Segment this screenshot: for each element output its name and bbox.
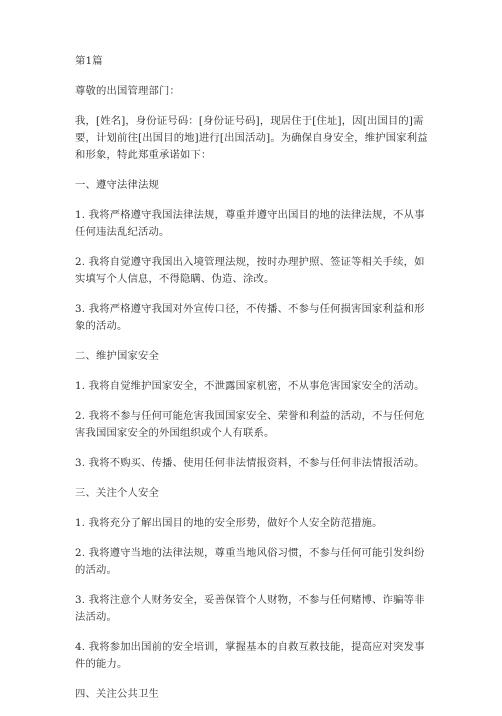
section-item: 4. 我将参加出国前的安全培训，掌握基本的自救互救技能，提高应对突发事件的能力。	[75, 641, 425, 670]
section-heading: 三、关注个人安全	[75, 487, 159, 499]
section-heading: 二、维护国家安全	[75, 350, 159, 362]
section-item: 1. 我将自觉维护国家安全，不泄露国家机密，不从事危害国家安全的活动。	[75, 380, 425, 392]
section-item: 3. 我将不购买、传播、使用任何非法情报资料，不参与任何非法情报活动。	[75, 457, 425, 469]
section-item: 2. 我将自觉遵守我国出入境管理法规，按时办理护照、签证等相关手续，如实填写个人信息，不得隐瞒、伪造、涂改。	[75, 256, 425, 285]
section-2	[75, 348, 433, 472]
section-item: 1. 我将充分了解出国目的地的安全形势，做好个人安全防范措施。	[75, 517, 383, 529]
section-item: 3. 我将严格遵守我国对外宣传口径，不传播、不参与任何损害国家利益和形象的活动。	[75, 303, 425, 332]
section-heading: 四、关注公共卫生	[75, 688, 159, 700]
document-body	[75, 53, 433, 716]
section-4	[75, 686, 433, 703]
section-item: 2. 我将遵守当地的法律法规，尊重当地风俗习惯，不参与任何可能引发纠纷的活动。	[75, 547, 425, 576]
intro-paragraph: 我，[姓名]，身份证号码：[身份证号码]，现居住于[住址]，因[出国目的]需要，计划前往[出国目的地]进行[出国活动]。为确保自身安全，维护国家利益和形象，特此郑重承诺如下：	[75, 115, 428, 161]
section-item: 1. 我将严格遵守我国法律法规，尊重并遵守出国目的地的法律法规，不从事任何违法乱纪活动。	[75, 209, 425, 238]
salutation: 尊敬的出国管理部门：	[75, 85, 180, 97]
section-item: 2. 我将不参与任何可能危害我国国家安全、荣誉和利益的活动，不与任何危害我国国家安全的外国组织或个人有联系。	[75, 410, 425, 439]
section-3	[75, 485, 433, 673]
section-heading: 一、遵守法律法规	[75, 179, 159, 191]
section-1	[75, 177, 433, 335]
page-label: 第1篇	[75, 55, 103, 67]
section-item: 3. 我将注意个人财务安全，妥善保管个人财物，不参与任何赌博、诈骗等非法活动。	[75, 594, 425, 623]
